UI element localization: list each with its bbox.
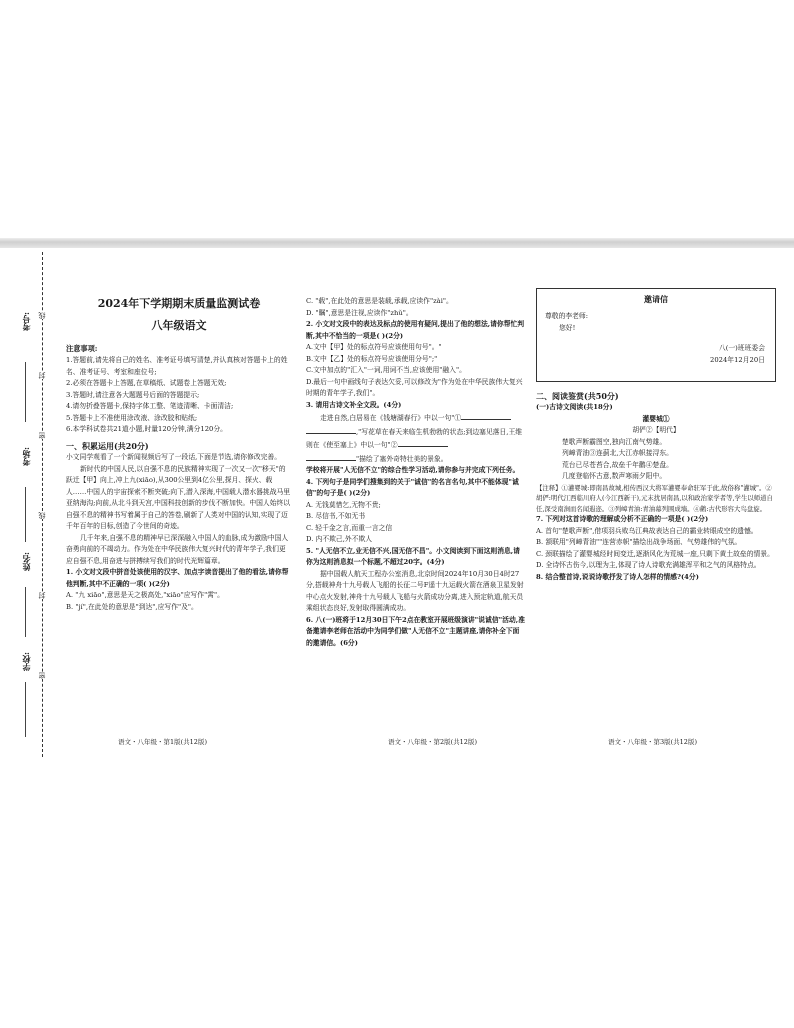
notice-heading: 注意事项: [66,343,98,353]
option-a: A.文中【甲】处的标点符号应该使用句号"。" [306,343,442,351]
option-c: C. 轻千金之言,而重一言之信 [306,523,393,532]
poem-line: 荒台已尽苍苔合,故垒千年鹳④楚盘。 [562,460,673,469]
page-footer: 语文・八年级・第3版(共12版) [608,738,697,746]
invitation-date: 2024年12月20日 [710,356,765,364]
fill-blank-text [306,452,526,466]
option-c: C. "载",在此处的意思是装载,承载,应读作"zài"。 [306,297,453,305]
exam-no-label: 考号: [21,312,31,331]
notice-item: 3.答题时,请注意各大题题号后面的答题提示; [66,390,200,399]
option-a: A. "九 xiāo",意思是天之极高处,"xiāo"应写作"霄"。 [66,591,224,600]
page-column-3 [536,288,776,583]
option-d: D. 内不欺己,外不欺人 [306,535,373,543]
binding-dashed-line [42,252,43,757]
binding-mark: 线 [38,512,46,519]
fill-blank-part: ,"写花草在春天来临生机勃勃的状态;到边塞见落日,王维则在《使至塞上》中以一句"② [306,427,523,449]
exam-no-line [25,362,26,422]
exam-title: 2024年下学期期末质量监测试卷 [97,297,261,310]
poem-line: 楚歌声断霸图空,独向江南气势雄。 [562,437,667,446]
page-footer: 语文・八年级・第1版(共12版) [118,738,207,746]
notice-item: 6.本学科试卷共21道小题,时量120分钟,满分120分。 [66,425,227,434]
question-intro: 小文同学观看了一个新闻视频后写了一段话,下面是节选,请你修改完善。 [66,453,282,462]
page-column-2 [306,296,526,649]
school-label: 学校: [21,652,31,671]
poem-title: 灌婴城① [642,414,670,423]
fill-blank-text [306,411,526,425]
invitation-signature: 八(一)班班委会 [718,344,765,352]
notice-item: 2.必须在答题卡上答题,在草稿纸、试题卷上答题无效; [66,379,227,388]
exam-room-label: 考场: [21,447,31,466]
passage-paragraph: 几千年来,自强不息的精神早已深深融入中国人的血脉,成为激励中国人奋勇向前的不竭动力。作为处在中华民族伟大复兴时代的青年学子,我们更应自强不息,用奋进与拼搏续写我们的时代光辉篇章。 [66,533,289,565]
option-b: B. 颔联用"列嶂青油""连营赤帜"描绘出战争场面、气势雄伟的气氛。 [536,538,742,547]
notice-item: 1.答题前,请先将自己的姓名、准考证号填写清楚,并认真核对答题卡上的姓名、准考证号、考室和座位号; [66,356,288,376]
notice-item: 4.请勿折叠答题卡,保持字体工整、笔迹清晰、卡面清洁; [66,402,234,411]
fill-blank-part: "描绘了塞外奇特壮美的景象。 [356,454,448,463]
invitation-title: 邀请信 [644,294,668,304]
option-d: D.最后一句中画线句子表达欠妥,可以修改为"作为处在中华民族伟大复兴时期的青年学子,我们"。 [306,377,523,397]
question-5: 5. "人无信不立,业无信不兴,国无信不昌"。小文阅读到下面这则消息,请你为这则消息拟一个标题,不超过20字。(4分) [306,546,520,566]
binding-mark: 封 [38,592,46,599]
option-c: C.文中加点的"汇入"一词,用词不当,应该使用"融入"。 [306,366,466,374]
binding-mark: 密 [38,672,46,679]
option-b: B.文中【乙】处的标点符号应该使用分号";" [306,354,438,363]
option-a: A. 首句"楚歌声断",借项羽兵败乌江典故表达自己的霸业转眼成空的遗憾。 [536,526,758,535]
poem-line: 列嶂青油③连蓟北,大江赤帜接浔东。 [562,449,673,458]
question-8: 8. 结合整首诗,说说诗歌抒发了诗人怎样的情感?(4分) [536,572,699,581]
option-b: B. 尽信书,不如无书 [306,512,366,520]
name-line [25,587,26,637]
question-4: 4. 下列句子是同学们搜集到的关于"诚信"的名言名句,其中不能体现"诚信"的句子是( )(2分) [306,477,519,497]
invitation-greeting: 尊敬的李老师: [545,312,589,321]
invitation-hello: 您好! [559,323,576,332]
exam-sheet [8,252,786,757]
activity-intro: 学校将开展"人无信不立"的综合性学习活动,请你参与并完成下列任务。 [306,466,520,474]
binding-mark: 密 [38,432,46,439]
answer-blank[interactable] [306,452,356,461]
fill-blank-text [306,425,526,452]
school-line [25,682,26,737]
question-3: 3. 请用古诗文补全文段。(4分) [306,400,402,409]
binding-mark: 封 [38,372,46,379]
answer-blank[interactable] [398,438,448,447]
fill-blank-part: 走进自然,白居易在《钱塘湖春行》中以一句"① [320,414,462,422]
binding-mark: 线 [38,312,46,319]
question-7: 7. 下列对这首诗歌的理解或分析不正确的一项是( )(2分) [536,515,709,524]
page-footer: 语文・八年级・第2版(共12版) [388,738,477,746]
poem-author: 胡俨②【明代】 [632,426,680,435]
invitation-letter-box [536,288,776,382]
answer-blank[interactable] [306,425,356,434]
section-heading: 二、阅读鉴赏(共50分) [536,391,619,401]
answer-blank[interactable] [461,411,511,420]
option-b: B. "jí",在此处的意思是"到达",应写作"及"。 [66,602,198,611]
poem-line: 几度登临怀古意,数声寒雨夕阳中。 [562,472,667,481]
question-1: 1. 小文对文段中拼音处该使用的汉字、加点字读音提出了他的看法,请你帮他判断,其中不正确的一项( )(2分) [66,568,289,588]
page-column-1 [66,298,292,613]
section-heading: 一、积累运用(共20分) [66,440,149,451]
exam-subject: 八年级语文 [151,319,207,333]
option-d: D. "瞩",意思是注视,应读作"zhǔ"。 [306,308,413,317]
exam-room-line [25,487,26,542]
option-c: C. 颈联描绘了灌婴城经时间变迁,逐渐风化为荒城一座,只剩下黄土故垒的情景。 [536,549,774,558]
passage-paragraph: 新时代的中国人民,以自强不息的民族精神实现了一次又一次"移天"的跃迁【甲】向上,冲上九(xiāo),从300公里到4亿公里,探月、探火、载人……中国人的宇宙探索不断突破;向下,潜入深海,中国载人潜水器挑战马里亚纳海沟;向前,从北斗到天宫,中国科技创新的步伐不断加快。中国人始终以自强不息的精神书写着属于自己的答卷,刷新了人类对中国的认知,实现了迈千年百年的目标,创造了今世间的奇迹。 [66,464,291,531]
poem-notes: 【注释】①灌婴城:即南昌故城,相传西汉大将军灌婴奉命驻军于此,故俗称"灌城"。②胡俨:明代江西临川府人(今江西新干),元末扰居南昌,以和政治家学者等,学生以师道自任,深受南涧而名闻遐迩。③列嶂青油:青油幕列围成墙。④鹳:古代形容大鸟盘旋。 [536,483,773,513]
paper-fold-shadow [0,238,794,248]
option-a: A. 无钱莫惜乞,无物不贵; [306,500,381,509]
question-2: 2. 小文对文段中的表达及标点的使用有疑问,提出了他的想法,请你帮忙判断,其中不恰当的一项是( )(2分) [306,320,525,340]
name-label: 姓名: [21,552,31,571]
question-6: 6. 八(一)班将于12月30日下午2点在教室开展班级演讲"说诚信"活动,准备邀请李老师在活动中为同学们做"人无信不立"主题讲座,请你补全下面的邀请信。(6分) [306,615,525,647]
news-passage: 据中国载人航天工程办公室消息,北京时间2024年10月30日4时27分,搭载神舟十九号载人飞船的长征二号F遥十九运载火箭在酒泉卫星发射中心点火发射,神舟十九号载人飞船与火箭成功分离,进入预定轨道,航天员乘组状态良好,发射取得圆满成功。 [306,569,524,612]
notice-item: 5.答题卡上不准使用涂改液、涂改胶和贴纸; [66,413,198,422]
subsection-heading: (一)古诗文阅读(共18分) [536,403,613,412]
option-d: D. 全诗怀古伤今,以理为主,体现了诗人诗歌充满雄浑平和之气的风格特点。 [536,561,761,570]
